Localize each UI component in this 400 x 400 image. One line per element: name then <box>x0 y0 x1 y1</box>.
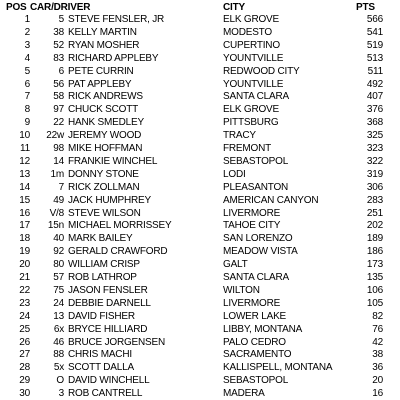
city-cell: LIVERMORE <box>223 207 281 219</box>
table-row <box>0 129 400 142</box>
car-number-cell: 14 <box>53 155 64 167</box>
pos-cell: 28 <box>19 362 30 374</box>
pos-cell: 29 <box>19 375 30 387</box>
driver-cell: PAT APPLEBY <box>68 78 132 90</box>
table-row <box>0 387 400 400</box>
city-cell: SANTA CLARA <box>223 91 289 103</box>
table-row <box>0 336 400 349</box>
car-number-cell: 6x <box>53 323 64 335</box>
car-number-cell: 97 <box>53 104 64 116</box>
driver-cell: DONNY STONE <box>68 168 139 180</box>
points-cell: 76 <box>372 323 383 335</box>
driver-cell: CHRIS MACHI <box>68 349 132 361</box>
driver-cell: ROB LATHROP <box>68 272 137 283</box>
car-number-cell: 5 <box>58 14 64 25</box>
car-number-cell: 40 <box>53 233 64 245</box>
points-cell: 541 <box>366 26 383 38</box>
table-row <box>0 323 400 336</box>
driver-cell: ROB CANTRELL <box>68 388 143 400</box>
driver-cell: STEVE WILSON <box>68 207 141 219</box>
city-cell: SAN LORENZO <box>223 233 293 245</box>
city-cell: PLEASANTON <box>223 181 289 193</box>
table-row <box>0 219 400 232</box>
pos-cell: 12 <box>19 155 30 167</box>
points-cell: 251 <box>366 207 383 219</box>
table-row <box>0 181 400 194</box>
pos-cell: 11 <box>20 143 30 154</box>
points-cell: 283 <box>366 194 383 206</box>
car-number-cell: 46 <box>53 336 64 348</box>
points-cell: 322 <box>366 155 383 167</box>
pos-cell: 30 <box>19 388 30 400</box>
city-cell: TRACY <box>223 130 256 142</box>
table-row <box>0 194 400 207</box>
table-row <box>0 271 400 284</box>
car-number-cell: 83 <box>53 52 64 64</box>
points-cell: 36 <box>372 362 383 374</box>
table-row <box>0 284 400 297</box>
city-cell: GALT <box>223 259 248 271</box>
header-pos: POS <box>6 2 27 13</box>
pos-cell: 26 <box>19 336 30 348</box>
points-cell: 42 <box>372 336 383 348</box>
pos-cell: 5 <box>24 65 30 77</box>
pos-cell: 19 <box>19 246 30 258</box>
pos-cell: 1 <box>24 14 30 25</box>
city-cell: MEADOW VISTA <box>223 246 298 258</box>
car-number-cell: 22w <box>46 130 64 142</box>
table-row <box>0 258 400 271</box>
city-cell: YOUNTVILLE <box>223 52 284 64</box>
points-cell: 106 <box>366 284 383 296</box>
city-cell: YOUNTVILLE <box>223 78 284 90</box>
table-row <box>0 297 400 310</box>
car-number-cell: 58 <box>53 91 64 103</box>
table-row <box>0 155 400 168</box>
car-number-cell: 7 <box>58 181 64 193</box>
pos-cell: 3 <box>24 39 30 51</box>
city-cell: WILTON <box>223 284 260 296</box>
table-row <box>0 13 400 26</box>
city-cell: PITTSBURG <box>223 117 279 129</box>
pos-cell: 24 <box>19 310 30 322</box>
driver-cell: HANK SMEDLEY <box>68 117 144 129</box>
driver-cell: DAVID WINCHELL <box>68 375 150 387</box>
car-number-cell: 13 <box>53 310 64 322</box>
pos-cell: 13 <box>19 168 30 180</box>
driver-cell: GERALD CRAWFORD <box>68 246 168 258</box>
driver-cell: DAVID FISHER <box>68 310 135 322</box>
car-number-cell: 98 <box>53 143 64 154</box>
driver-cell: RICK ANDREWS <box>68 91 143 103</box>
pos-cell: 4 <box>24 52 30 64</box>
driver-cell: JASON FENSLER <box>68 284 148 296</box>
driver-cell: MICHAEL MORRISSEY <box>68 220 172 232</box>
city-cell: TAHOE CITY <box>223 220 281 232</box>
city-cell: KALLISPELL, MONTANA <box>223 362 333 374</box>
pos-cell: 8 <box>24 104 30 116</box>
driver-cell: JEREMY WOOD <box>68 130 142 142</box>
city-cell: SEBASTOPOL <box>223 375 289 387</box>
table-row <box>0 245 400 258</box>
city-cell: REDWOOD CITY <box>223 65 300 77</box>
table-row <box>0 90 400 103</box>
car-number-cell: 22 <box>53 117 64 129</box>
car-number-cell: V/8 <box>49 207 64 219</box>
pos-cell: 17 <box>19 220 30 232</box>
city-cell: LIVERMORE <box>223 297 281 309</box>
driver-cell: RYAN MOSHER <box>68 39 140 51</box>
table-row <box>0 374 400 387</box>
points-cell: 105 <box>366 297 383 309</box>
points-cell: 492 <box>366 78 383 90</box>
table-row <box>0 116 400 129</box>
pos-cell: 20 <box>19 259 30 271</box>
driver-cell: KELLY MARTIN <box>68 26 137 38</box>
driver-cell: JACK HUMPHREY <box>68 194 151 206</box>
driver-cell: FRANKIE WINCHEL <box>68 155 158 167</box>
city-cell: ELK GROVE <box>223 14 279 25</box>
city-cell: MODESTO <box>223 26 272 38</box>
car-number-cell: 56 <box>53 78 64 90</box>
car-number-cell: 5x <box>53 362 64 374</box>
pos-cell: 18 <box>19 233 30 245</box>
city-cell: SEBASTOPOL <box>223 155 289 167</box>
points-cell: 513 <box>366 52 383 64</box>
points-cell: 189 <box>366 233 383 245</box>
points-cell: 38 <box>372 349 383 361</box>
car-number-cell: 15n <box>47 220 64 232</box>
points-cell: 368 <box>366 117 383 129</box>
pos-cell: 2 <box>24 26 30 38</box>
header-pts: PTS <box>356 2 375 13</box>
pos-cell: 22 <box>19 284 30 296</box>
city-cell: CUPERTINO <box>223 39 280 51</box>
points-cell: 407 <box>366 91 383 103</box>
points-cell: 376 <box>366 104 383 116</box>
city-cell: FREMONT <box>223 143 272 154</box>
car-number-cell: 3 <box>58 388 64 400</box>
points-cell: 323 <box>366 143 383 154</box>
car-number-cell: 1m <box>50 168 64 180</box>
points-cell: 202 <box>366 220 383 232</box>
driver-cell: CHUCK SCOTT <box>68 104 139 116</box>
header-car-driver: CAR/DRIVER <box>30 2 91 13</box>
pos-cell: 21 <box>19 272 30 283</box>
driver-cell: MIKE HOFFMAN <box>68 143 143 154</box>
city-cell: ELK GROVE <box>223 104 279 116</box>
pos-cell: 14 <box>19 181 30 193</box>
points-cell: 16 <box>372 388 383 400</box>
points-cell: 135 <box>366 272 383 283</box>
driver-cell: STEVE FENSLER, JR <box>68 14 165 25</box>
table-row <box>0 78 400 91</box>
pos-cell: 23 <box>19 297 30 309</box>
city-cell: SANTA CLARA <box>223 272 289 283</box>
pos-cell: 25 <box>19 323 30 335</box>
driver-cell: PETE CURRIN <box>68 65 134 77</box>
points-cell: 325 <box>366 130 383 142</box>
table-row <box>0 65 400 78</box>
table-row <box>0 310 400 323</box>
car-number-cell: 75 <box>53 284 64 296</box>
city-cell: LIBBY, MONTANA <box>223 323 303 335</box>
table-row <box>0 39 400 52</box>
city-cell: LOWER LAKE <box>223 310 287 322</box>
points-cell: 566 <box>366 14 383 25</box>
table-row <box>0 168 400 181</box>
points-cell: 511 <box>367 65 383 77</box>
car-number-cell: 88 <box>53 349 64 361</box>
table-row <box>0 348 400 361</box>
table-row <box>0 103 400 116</box>
points-cell: 519 <box>366 39 383 51</box>
car-number-cell: 57 <box>53 272 64 283</box>
driver-cell: BRUCE JORGENSEN <box>68 336 166 348</box>
car-number-cell: 38 <box>53 26 64 38</box>
table-row <box>0 52 400 65</box>
points-cell: 319 <box>366 168 383 180</box>
driver-cell: WILLIAM CRISP <box>68 259 140 271</box>
driver-cell: MARK BAILEY <box>68 233 133 245</box>
table-row <box>0 207 400 220</box>
pos-cell: 10 <box>19 130 30 142</box>
table-row <box>0 142 400 155</box>
points-cell: 306 <box>366 181 383 193</box>
city-cell: AMERICAN CANYON <box>223 194 319 206</box>
table-row <box>0 26 400 39</box>
driver-cell: RICHARD APPLEBY <box>68 52 159 64</box>
header-city: CITY <box>223 2 245 13</box>
car-number-cell: 6 <box>58 65 64 77</box>
points-cell: 173 <box>366 259 383 271</box>
pos-cell: 7 <box>24 91 30 103</box>
pos-cell: 27 <box>19 349 30 361</box>
pos-cell: 16 <box>19 207 30 219</box>
car-number-cell: O <box>56 375 64 387</box>
points-cell: 186 <box>366 246 383 258</box>
points-cell: 20 <box>372 375 383 387</box>
pos-cell: 15 <box>19 194 30 206</box>
driver-cell: DEBBIE DARNELL <box>68 297 151 309</box>
points-cell: 82 <box>372 310 383 322</box>
driver-cell: SCOTT DALLA <box>68 362 134 374</box>
car-number-cell: 49 <box>53 194 64 206</box>
city-cell: PALO CEDRO <box>223 336 286 348</box>
driver-cell: RICK ZOLLMAN <box>68 181 140 193</box>
driver-cell: BRYCE HILLIARD <box>68 323 148 335</box>
table-row <box>0 232 400 245</box>
car-number-cell: 80 <box>53 259 64 271</box>
car-number-cell: 24 <box>53 297 64 309</box>
city-cell: LODI <box>223 168 246 180</box>
car-number-cell: 92 <box>53 246 64 258</box>
pos-cell: 9 <box>24 117 30 129</box>
pos-cell: 6 <box>24 78 30 90</box>
city-cell: SACRAMENTO <box>223 349 292 361</box>
car-number-cell: 52 <box>53 39 64 51</box>
city-cell: MADERA <box>223 388 265 400</box>
table-row <box>0 361 400 374</box>
